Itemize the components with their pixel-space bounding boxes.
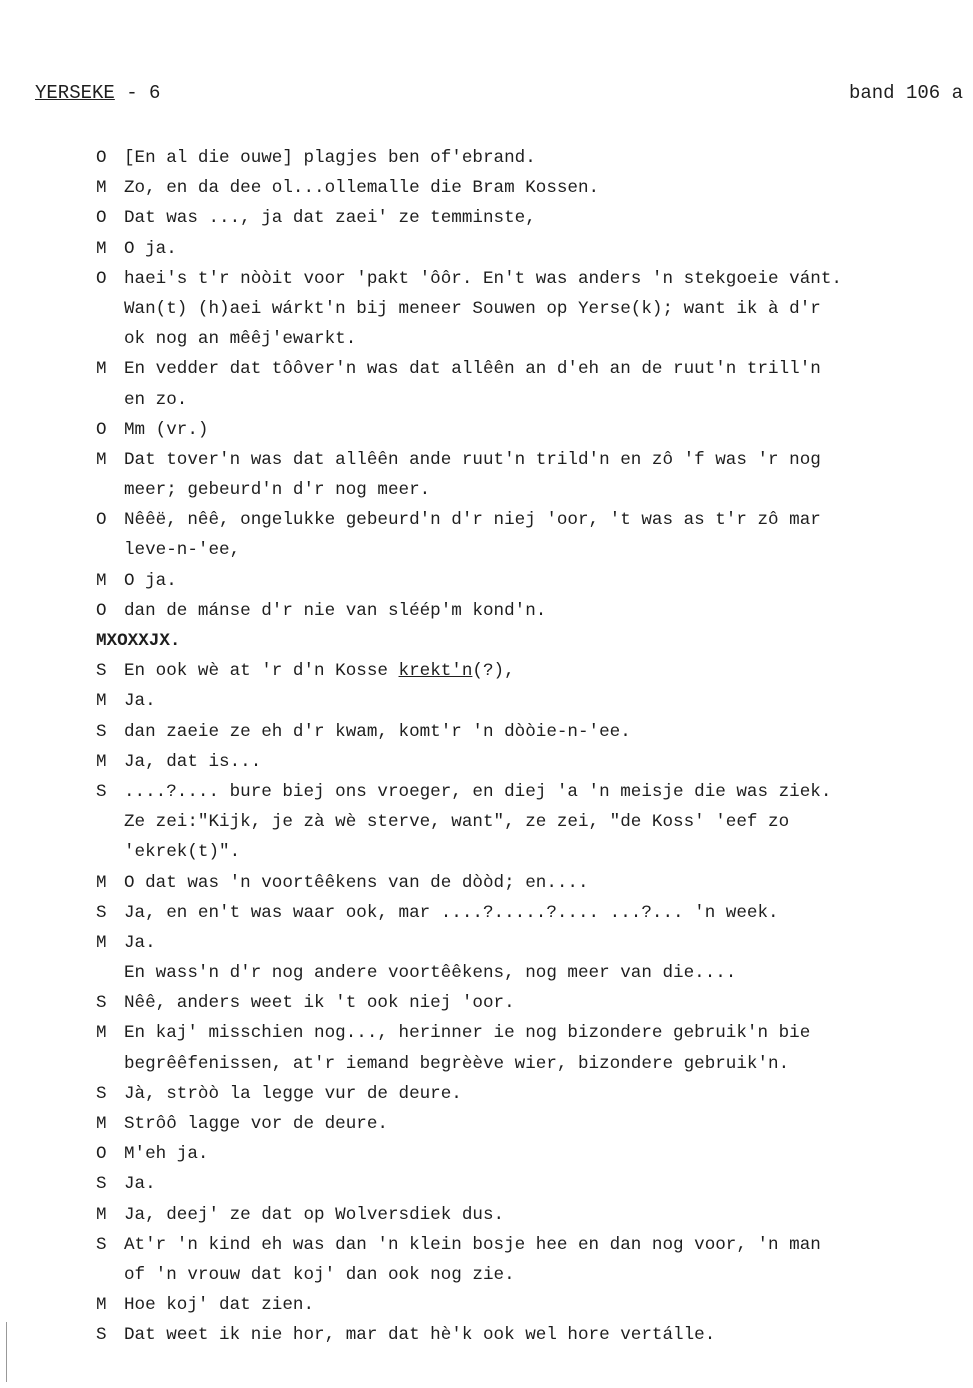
transcript-line	[96, 686, 956, 716]
speaker-label: O	[96, 510, 107, 531]
utterance-part: O ja.	[124, 570, 177, 591]
utterance-text	[124, 354, 821, 384]
transcript-line	[96, 354, 956, 384]
utterance-text	[124, 596, 546, 626]
utterance-text	[124, 475, 430, 505]
utterance-part: leve-n-'ee,	[124, 540, 241, 561]
margin-rule	[6, 1322, 7, 1382]
utterance-part: Dat tover'n was dat allêên ande ruut'n trild'n en zô 'f was 'r nog	[124, 449, 821, 470]
utterance-text	[124, 1169, 156, 1199]
utterance-text	[124, 1260, 515, 1290]
utterance-text	[124, 717, 631, 747]
transcript-line	[96, 837, 956, 867]
speaker-label: M	[96, 1114, 107, 1134]
speaker-label: M	[96, 691, 107, 712]
transcript-line	[96, 203, 956, 233]
speaker-label: M	[96, 872, 107, 893]
transcript-line	[96, 1139, 956, 1169]
utterance-text	[124, 264, 842, 294]
utterance-part: Ja, dat is...	[124, 751, 262, 772]
utterance-text	[124, 686, 156, 716]
utterance-text	[124, 898, 779, 928]
tape-reference: band 106 a	[848, 82, 963, 104]
utterance-text	[124, 324, 356, 354]
utterance-part: haei's t'r nòòit voor 'pakt 'ôôr. En't was anders 'n stekgoeie vánt.	[124, 268, 842, 289]
utterance-text	[124, 1230, 821, 1260]
utterance-part: En kaj' misschien nog..., herinner ie nog bizondere gebruik'n bie	[124, 1023, 811, 1044]
utterance-text	[124, 807, 789, 837]
utterance-part: O dat was 'n voortêêkens van de dòòd; en....	[124, 872, 589, 893]
speaker-label: M	[96, 238, 107, 259]
transcript-line	[96, 626, 956, 656]
speaker-label: S	[96, 1325, 107, 1346]
utterance-text	[124, 868, 589, 898]
speaker-label: S	[96, 1083, 107, 1104]
utterance-part: En vedder dat tôôver'n was dat allêên an d'eh an de ruut'n trill'n	[124, 359, 821, 380]
utterance-text	[124, 777, 831, 807]
utterance-part: Ja.	[124, 691, 156, 712]
utterance-part: Dat was ..., ja dat zaei' ze temminste,	[124, 208, 536, 229]
utterance-text	[124, 173, 599, 203]
utterance-text	[124, 445, 821, 475]
utterance-text	[124, 143, 536, 173]
utterance-part: M'eh ja.	[124, 1144, 209, 1165]
place-name: YERSEKE	[35, 82, 115, 104]
utterance-part: O ja.	[124, 238, 177, 259]
transcript-line	[96, 898, 956, 928]
utterance-text	[124, 294, 821, 324]
utterance-text	[124, 928, 156, 958]
utterance-text	[124, 1018, 810, 1048]
utterance-text	[124, 837, 240, 867]
transcript-line	[96, 475, 956, 505]
speaker-label: O	[96, 1144, 107, 1165]
utterance-text	[124, 958, 736, 988]
speaker-label: S	[96, 902, 107, 923]
utterance-text	[124, 1049, 789, 1079]
utterance-part: Ze zei:"Kijk, je zà wè sterve, want", ze zei, "de Koss' 'eef zo	[124, 812, 790, 833]
utterance-text	[124, 1079, 462, 1109]
utterance-part: Wan(t) (h)aei wárkt'n bij meneer Souwen op Yerse(k); want ik à d'r	[124, 298, 821, 319]
speaker-label: S	[96, 993, 107, 1014]
utterance-part: meer; gebeurd'n d'r nog meer.	[124, 480, 431, 501]
utterance-text	[124, 1139, 208, 1169]
utterance-text	[124, 234, 177, 264]
transcript-line	[96, 264, 956, 294]
utterance-text	[124, 656, 515, 686]
transcript-line	[96, 324, 956, 354]
speaker-label: S	[96, 1174, 107, 1195]
transcript-line	[96, 294, 956, 324]
utterance-text	[124, 1200, 504, 1230]
utterance-text	[124, 203, 536, 233]
utterance-part: begrêêfenissen, at'r iemand begrèève wier, bizondere gebruik'n.	[124, 1053, 790, 1074]
utterance-part: of 'n vrouw dat koj' dan ook nog zie.	[124, 1264, 515, 1285]
speaker-label: M	[96, 449, 107, 470]
transcript-line	[96, 777, 956, 807]
speaker-label: M	[96, 570, 107, 591]
transcript-line	[96, 535, 956, 565]
utterance-part: Ja.	[124, 932, 156, 953]
speaker-label: O	[96, 419, 107, 440]
transcript	[96, 143, 956, 1351]
speaker-label: O	[96, 600, 107, 621]
utterance-part: ....?.... bure biej ons vroeger, en diej 'a 'n meisje die was ziek.	[124, 781, 832, 802]
transcript-line	[96, 958, 956, 988]
speaker-label: M	[96, 751, 107, 772]
transcript-line	[96, 234, 956, 264]
transcript-line	[96, 656, 956, 686]
utterance-part: Nêê, anders weet ik 't ook niej 'oor.	[124, 993, 515, 1014]
utterance-text	[124, 566, 177, 596]
utterance-part: Ja, en en't was waar ook, mar ....?.....?.... ...?... 'n week.	[124, 902, 779, 923]
page-header	[35, 82, 963, 112]
transcript-line	[96, 415, 956, 445]
speaker-label: M	[96, 1295, 107, 1316]
speaker-label: O	[96, 148, 107, 168]
utterance-part: dan zaeie ze eh d'r kwam, komt'r 'n dòòie-n-'ee.	[124, 721, 631, 742]
transcript-line	[96, 596, 956, 626]
transcript-line	[96, 385, 956, 415]
utterance-part: Hoe koj' dat zien.	[124, 1295, 315, 1316]
speaker-label: M	[96, 359, 107, 380]
transcript-line	[96, 1260, 956, 1290]
utterance-part: Jà, stròò la legge vur de deure.	[124, 1083, 462, 1104]
utterance-part: Nêêë, nêê, ongelukke gebeurd'n d'r niej 'oor, 't was as t'r zô mar	[124, 510, 821, 531]
speaker-label: M	[96, 1023, 107, 1044]
speaker-label: O	[96, 208, 107, 229]
header-title	[35, 82, 160, 104]
utterance-text	[124, 385, 187, 415]
transcript-line	[96, 1200, 956, 1230]
transcript-line	[96, 445, 956, 475]
transcript-line	[96, 807, 956, 837]
speaker-label: M	[96, 1204, 107, 1225]
utterance-part: Ja.	[124, 1174, 156, 1195]
utterance-part: 'ekrek(t)".	[124, 842, 241, 863]
page-number: - 6	[114, 82, 161, 104]
utterance-part: Dat weet ik nie hor, mar dat hè'k ook wel hore vertálle.	[124, 1325, 716, 1346]
speaker-label: S	[96, 721, 107, 742]
transcript-line	[96, 173, 956, 203]
utterance-part: dan de mánse d'r nie van sléép'm kond'n.	[124, 600, 547, 621]
transcript-line	[96, 868, 956, 898]
transcript-line	[96, 1230, 956, 1260]
transcript-line	[96, 988, 956, 1018]
utterance-part: Strôô lagge vor de deure.	[124, 1114, 388, 1134]
utterance-text	[124, 988, 515, 1018]
underlined-word: krekt'n	[398, 661, 473, 682]
speaker-label: O	[96, 268, 107, 289]
utterance-part: At'r 'n kind eh was dan 'n klein bosje hee en dan nog voor, 'n man	[124, 1234, 821, 1255]
struck-out-text: MXOXXJX.	[96, 631, 181, 651]
utterance-part: En ook wè at 'r d'n Kosse	[124, 661, 399, 682]
utterance-part: En wass'n d'r nog andere voortêêkens, nog meer van die....	[124, 963, 737, 984]
utterance-text	[124, 505, 821, 535]
utterance-text	[124, 535, 240, 565]
transcript-line	[96, 1320, 956, 1350]
speaker-label: M	[96, 932, 107, 953]
transcript-line	[96, 1049, 956, 1079]
utterance-text	[124, 1109, 388, 1139]
speaker-label: S	[96, 1234, 107, 1255]
utterance-part: Ja, deej' ze dat op Wolversdiek dus.	[124, 1204, 505, 1225]
utterance-part: ok nog an mêêj'ewarkt.	[124, 329, 357, 350]
transcript-line	[96, 1109, 956, 1139]
transcript-line	[96, 1169, 956, 1199]
utterance-text	[124, 1320, 715, 1350]
utterance-part: en zo.	[124, 389, 188, 410]
utterance-part: Zo, en da dee ol...ollemalle die Bram Kossen.	[124, 178, 600, 199]
transcript-line	[96, 717, 956, 747]
utterance-text	[124, 415, 208, 445]
utterance-text	[124, 747, 261, 777]
transcript-line	[96, 1079, 956, 1109]
utterance-part: (?),	[472, 661, 515, 682]
transcript-line	[96, 566, 956, 596]
speaker-label: S	[96, 781, 107, 802]
utterance-text	[124, 1290, 314, 1320]
transcript-line	[96, 505, 956, 535]
transcript-line	[96, 143, 956, 173]
utterance-part: Mm (vr.)	[124, 419, 209, 440]
transcript-line	[96, 928, 956, 958]
transcript-line	[96, 1290, 956, 1320]
transcript-line	[96, 1018, 956, 1048]
speaker-label: M	[96, 178, 107, 199]
transcript-line	[96, 747, 956, 777]
speaker-label: S	[96, 661, 107, 682]
utterance-part: [En al die ouwe] plagjes ben of'ebrand.	[124, 148, 536, 168]
